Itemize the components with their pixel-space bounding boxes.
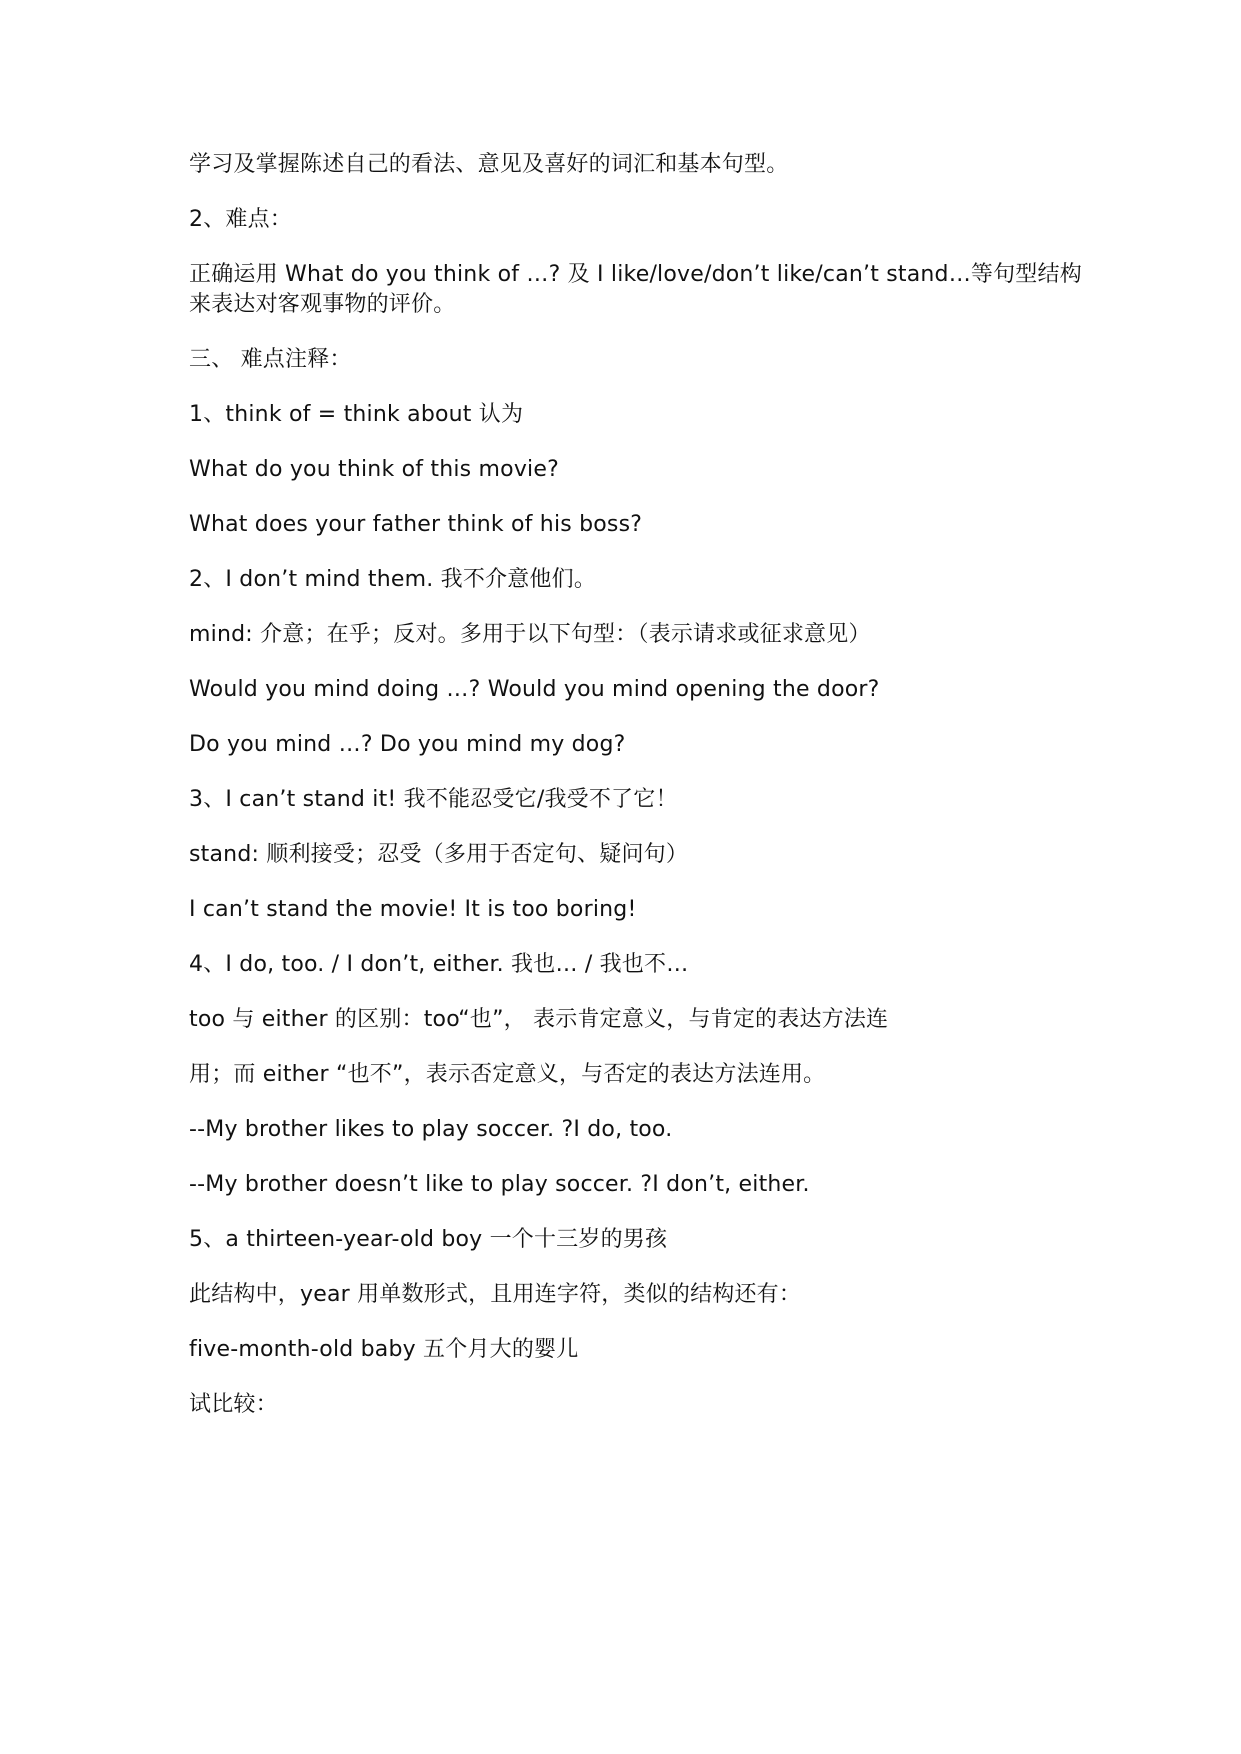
- example-sentence: What do you think of this movie?: [189, 457, 559, 482]
- note-item-5: 5、a thirteen-year-old boy 一个十三岁的男孩: [189, 1227, 668, 1252]
- example-sentence: I can’t stand the movie! It is too boring!: [189, 897, 637, 922]
- example-sentence: Would you mind doing …? Would you mind opening the door?: [189, 677, 880, 702]
- text-line: 来表达对客观事物的评价。: [189, 292, 456, 317]
- section-heading-difficulty: 2、难点：: [189, 207, 292, 232]
- note-item-4: 4、I do, too. / I don’t, either. 我也… / 我也不…: [189, 952, 689, 977]
- section-heading-notes: 三、 难点注释：: [189, 347, 352, 372]
- note-item-1: 1、think of = think about 认为: [189, 402, 524, 427]
- example-sentence: --My brother doesn’t like to play soccer. ?I don’t, either.: [189, 1172, 810, 1197]
- example-sentence: What does your father think of his boss?: [189, 512, 643, 537]
- text-line: 正确运用 What do you think of …? 及 I like/love/don’t like/can’t stand…等句型结构: [189, 262, 1082, 287]
- note-item-3: 3、I can’t stand it! 我不能忍受它/我受不了它！: [189, 787, 678, 812]
- text-line: 试比较：: [189, 1392, 278, 1417]
- example-sentence: --My brother likes to play soccer. ?I do, too.: [189, 1117, 673, 1142]
- note-item-2: 2、I don’t mind them. 我不介意他们。: [189, 567, 597, 592]
- text-line: 用；而 either “也不”，表示否定意义，与否定的表达方法连用。: [189, 1062, 826, 1087]
- text-line: 学习及掌握陈述自己的看法、意见及喜好的词汇和基本句型。: [189, 152, 789, 177]
- example-sentence: Do you mind …? Do you mind my dog?: [189, 732, 626, 757]
- text-line: 此结构中，year 用单数形式，且用连字符，类似的结构还有：: [189, 1282, 802, 1307]
- text-line: stand: 顺利接受；忍受（多用于否定句、疑问句）: [189, 842, 689, 867]
- text-line: too 与 either 的区别：too“也”， 表示肯定意义，与肯定的表达方法连: [189, 1007, 889, 1032]
- text-line: mind: 介意；在乎；反对。多用于以下句型：（表示请求或征求意见）: [189, 622, 871, 647]
- example-sentence: five-month-old baby 五个月大的婴儿: [189, 1337, 579, 1362]
